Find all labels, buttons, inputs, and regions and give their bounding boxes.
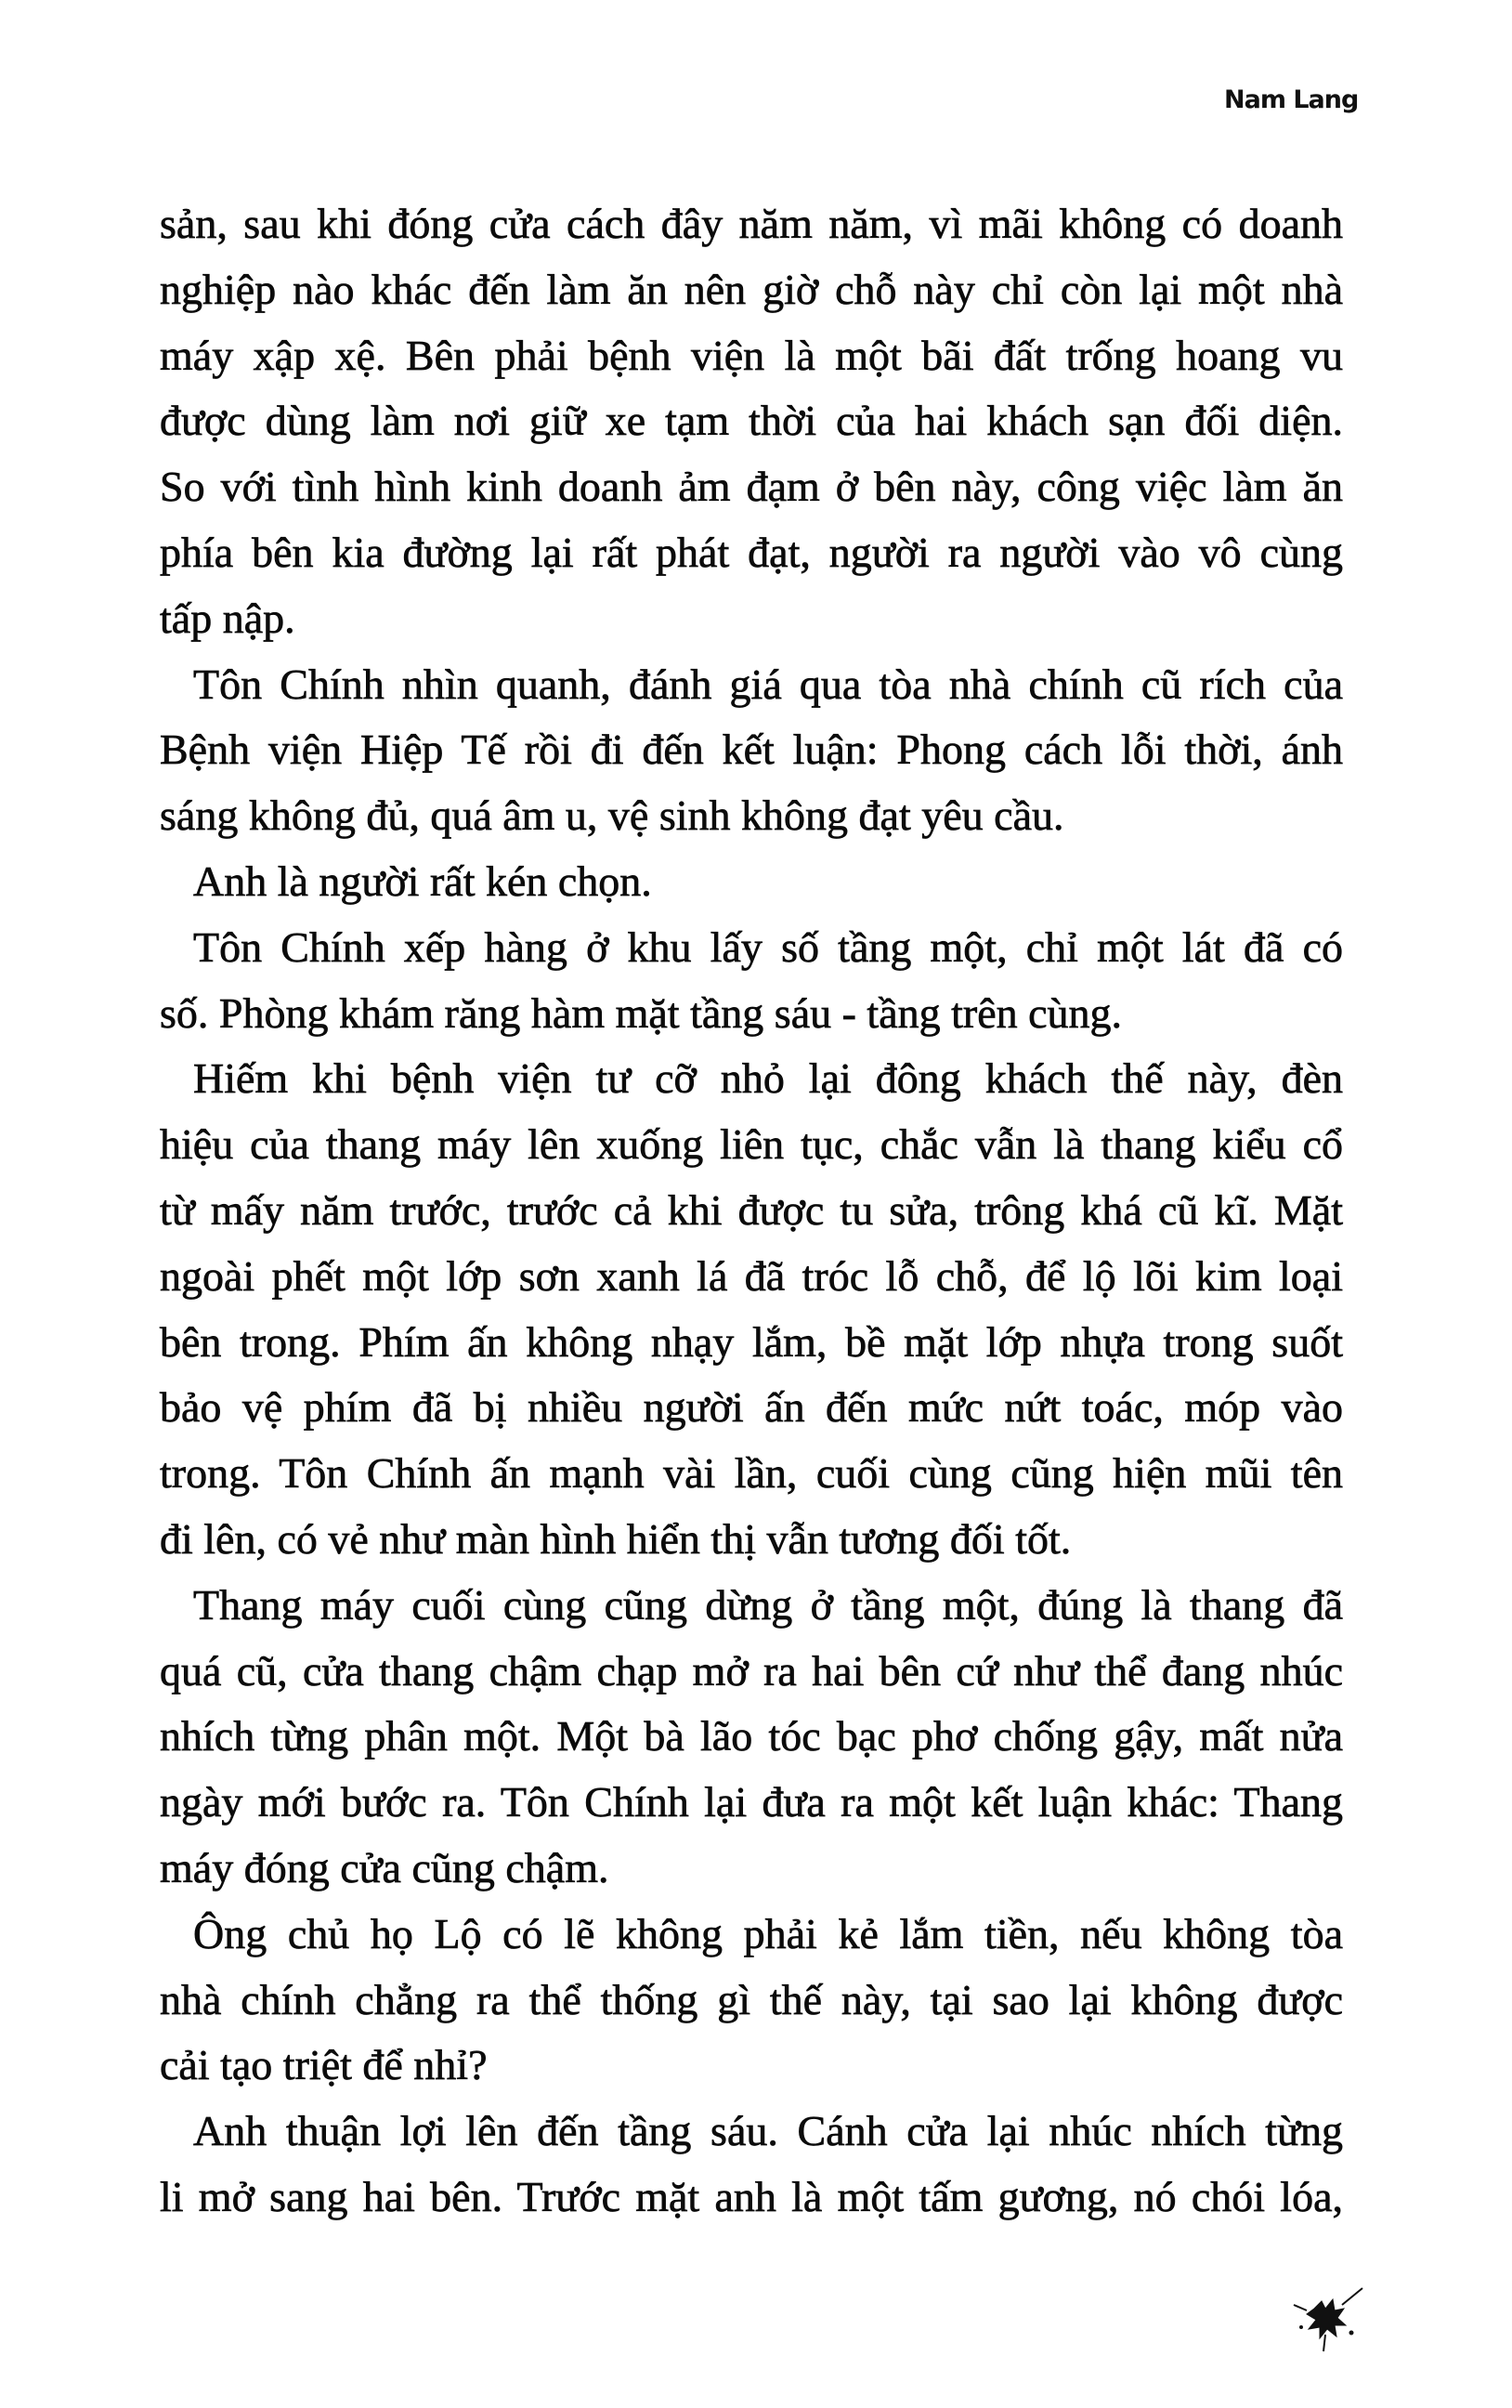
text-line: Anh là người rất kén chọn. <box>193 857 652 905</box>
running-head-author: Nam Lang <box>1224 85 1359 114</box>
text-line: được dùng làm nơi giữ xe tạm thời của hai khách sạn đối diện. <box>160 397 1343 445</box>
text-line: trong. Tôn Chính ấn mạnh vài lần, cuối cùng cũng hiện mũi tên <box>160 1449 1343 1498</box>
text-line: bên trong. Phím ấn không nhạy lắm, bề mặt lớp nhựa trong suốt <box>160 1317 1343 1366</box>
text-line: nhà chính chẳng ra thể thống gì thế này, tại sao lại không được <box>160 1975 1343 2023</box>
text-line: sáng không đủ, quá âm u, vệ sinh không đạt yêu cầu. <box>160 792 1064 840</box>
text-line: Tôn Chính xếp hàng ở khu lấy số tầng một, chỉ một lát đã có <box>193 923 1343 971</box>
text-line: từ mấy năm trước, trước cả khi được tu sửa, trông khá cũ kĩ. Mặt <box>160 1185 1343 1234</box>
text-line: hiệu của thang máy lên xuống liên tục, chắc vẫn là thang kiểu cổ <box>160 1120 1343 1169</box>
text-line: nghiệp nào khác đến làm ăn nên giờ chỗ này chỉ còn lại một nhà <box>160 265 1343 313</box>
text-line: Thang máy cuối cùng cũng dừng ở tầng một, đúng là thang đã <box>193 1580 1343 1629</box>
text-line: số. Phòng khám răng hàm mặt tầng sáu - tầng trên cùng. <box>160 988 1123 1037</box>
text-line: sản, sau khi đóng cửa cách đây năm năm, vì mãi không có doanh <box>160 200 1343 247</box>
text-line: li mở sang hai bên. Trước mặt anh là một tấm gương, nó chói lóa, <box>160 2172 1343 2220</box>
text-line: phía bên kia đường lại rất phát đạt, người ra người vào vô cùng <box>160 528 1343 576</box>
ink-splat-ornament-icon <box>1286 2281 1370 2355</box>
text-line: tấp nập. <box>160 594 295 642</box>
text-line: quá cũ, cửa thang chậm chạp mở ra hai bên cứ như thể đang nhúc <box>160 1646 1343 1695</box>
text-line: So với tình hình kinh doanh ảm đạm ở bên này, công việc làm ăn <box>160 463 1343 511</box>
text-line: đi lên, có vẻ như màn hình hiển thị vẫn tương đối tốt. <box>160 1514 1072 1563</box>
text-line: Anh thuận lợi lên đến tầng sáu. Cánh cửa lại nhúc nhích từng <box>193 2107 1343 2155</box>
text-line: Tôn Chính nhìn quanh, đánh giá qua tòa nhà chính cũ rích của <box>193 660 1343 708</box>
text-line: máy đóng cửa cũng chậm. <box>160 1843 609 1891</box>
text-line: Hiếm khi bệnh viện tư cỡ nhỏ lại đông khách thế này, đèn <box>193 1054 1343 1103</box>
text-line: nhích từng phân một. Một bà lão tóc bạc phơ chống gậy, mất nửa <box>160 1712 1343 1760</box>
text-line: ngày mới bước ra. Tôn Chính lại đưa ra một kết luận khác: Thang <box>160 1778 1343 1826</box>
text-line: Ông chủ họ Lộ có lẽ không phải kẻ lắm tiền, nếu không tòa <box>193 1909 1343 1957</box>
text-line: ngoài phết một lớp sơn xanh lá đã tróc lỗ chỗ, để lộ lõi kim loại <box>160 1251 1343 1300</box>
text-line: Bệnh viện Hiệp Tế rồi đi đến kết luận: Phong cách lỗi thời, ánh <box>160 726 1343 774</box>
body-text <box>160 191 1343 2231</box>
text-line: bảo vệ phím đã bị nhiều người ấn đến mức nứt toác, móp vào <box>160 1383 1343 1432</box>
text-line: máy xập xệ. Bên phải bệnh viện là một bãi đất trống hoang vu <box>160 331 1343 379</box>
text-line: cải tạo triệt để nhỉ? <box>160 2041 488 2089</box>
